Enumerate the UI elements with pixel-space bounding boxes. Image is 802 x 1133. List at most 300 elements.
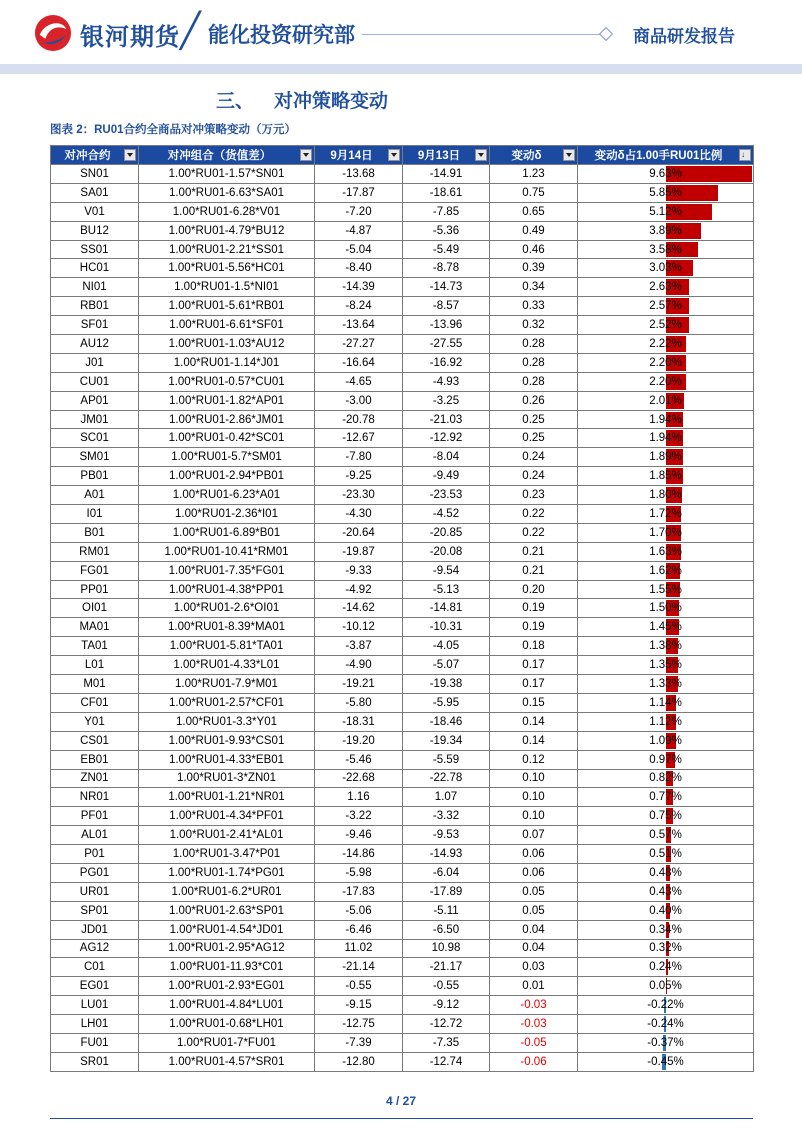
table-row bbox=[51, 372, 754, 391]
sep13-value-cell: -8.78 bbox=[403, 259, 490, 278]
sep13-value-cell: -20.08 bbox=[403, 542, 490, 561]
table-row bbox=[51, 259, 754, 278]
combo-cell: 1.00*RU01-0.57*CU01 bbox=[139, 372, 315, 391]
sep13-value-cell: -13.96 bbox=[403, 316, 490, 335]
delta-cell: 0.10 bbox=[490, 769, 578, 788]
ratio-value: 1.62% bbox=[649, 564, 682, 577]
table-row bbox=[51, 429, 754, 448]
sep13-value-cell: -20.85 bbox=[403, 523, 490, 542]
sep14-value-cell: -10.12 bbox=[315, 618, 403, 637]
sep14-value-cell: -9.33 bbox=[315, 561, 403, 580]
sep14-value-cell: -19.20 bbox=[315, 731, 403, 750]
combo-cell: 1.00*RU01-2.94*PB01 bbox=[139, 467, 315, 486]
delta-cell: 0.22 bbox=[490, 523, 578, 542]
ratio-value: 1.94% bbox=[649, 432, 682, 445]
combo-cell: 1.00*RU01-2.41*AL01 bbox=[139, 826, 315, 845]
sep14-value-cell: -20.64 bbox=[315, 523, 403, 542]
sep14-value-cell: 11.02 bbox=[315, 939, 403, 958]
contract-cell: SS01 bbox=[51, 240, 139, 259]
footer-rule bbox=[50, 1118, 753, 1119]
ratio-cell bbox=[578, 391, 754, 410]
ratio-cell bbox=[578, 580, 754, 599]
section-number: 三、 bbox=[216, 91, 255, 112]
ratio-value: 2.63% bbox=[649, 281, 682, 294]
ratio-cell bbox=[578, 731, 754, 750]
sep14-value-cell: -12.75 bbox=[315, 1015, 403, 1034]
sep13-value-cell: -3.32 bbox=[403, 807, 490, 826]
contract-cell: L01 bbox=[51, 656, 139, 675]
sep13-value-cell: -14.81 bbox=[403, 599, 490, 618]
combo-cell: 1.00*RU01-5.61*RB01 bbox=[139, 297, 315, 316]
header-divider: ╱ bbox=[180, 12, 201, 50]
column-header[interactable]: 9月14日 bbox=[315, 146, 403, 165]
ratio-cell bbox=[578, 807, 754, 826]
ratio-value: 5.85% bbox=[649, 186, 682, 199]
table-row bbox=[51, 391, 754, 410]
contract-cell: SA01 bbox=[51, 183, 139, 202]
contract-cell: SN01 bbox=[51, 165, 139, 184]
ratio-value: 0.24% bbox=[649, 961, 682, 974]
header-rule bbox=[362, 34, 600, 35]
sep13-value-cell: -9.12 bbox=[403, 996, 490, 1015]
delta-cell: 0.06 bbox=[490, 845, 578, 864]
delta-cell: 0.65 bbox=[490, 202, 578, 221]
sep13-value-cell: -7.85 bbox=[403, 202, 490, 221]
delta-cell: -0.03 bbox=[490, 996, 578, 1015]
sep14-value-cell: -20.78 bbox=[315, 410, 403, 429]
sep13-value-cell: -5.59 bbox=[403, 750, 490, 769]
ratio-value: 1.63% bbox=[649, 545, 682, 558]
combo-cell: 1.00*RU01-4.34*PF01 bbox=[139, 807, 315, 826]
ratio-cell bbox=[578, 240, 754, 259]
table-row bbox=[51, 202, 754, 221]
sep13-value-cell: -8.57 bbox=[403, 297, 490, 316]
contract-cell: JD01 bbox=[51, 920, 139, 939]
delta-cell: 0.03 bbox=[490, 958, 578, 977]
contract-cell: Y01 bbox=[51, 712, 139, 731]
ratio-cell bbox=[578, 750, 754, 769]
delta-cell: 0.10 bbox=[490, 807, 578, 826]
ratio-cell bbox=[578, 863, 754, 882]
sep13-value-cell: -14.73 bbox=[403, 278, 490, 297]
delta-cell: 0.34 bbox=[490, 278, 578, 297]
combo-cell: 1.00*RU01-6.23*A01 bbox=[139, 486, 315, 505]
table-row bbox=[51, 335, 754, 354]
sep14-value-cell: -21.14 bbox=[315, 958, 403, 977]
combo-cell: 1.00*RU01-2.95*AG12 bbox=[139, 939, 315, 958]
filter-dropdown-icon[interactable] bbox=[300, 149, 312, 161]
sep13-value-cell: -9.49 bbox=[403, 467, 490, 486]
table-row bbox=[51, 637, 754, 656]
ratio-cell bbox=[578, 788, 754, 807]
delta-cell: 0.21 bbox=[490, 542, 578, 561]
sep13-value-cell: -12.92 bbox=[403, 429, 490, 448]
section-title bbox=[216, 86, 388, 113]
page-header bbox=[0, 0, 802, 70]
ratio-value: 0.32% bbox=[649, 942, 682, 955]
combo-cell: 1.00*RU01-4.79*BU12 bbox=[139, 221, 315, 240]
combo-cell: 1.00*RU01-1.57*SN01 bbox=[139, 165, 315, 184]
ratio-cell bbox=[578, 656, 754, 675]
sep14-value-cell: -7.20 bbox=[315, 202, 403, 221]
delta-cell: 0.28 bbox=[490, 372, 578, 391]
sep14-value-cell: -16.64 bbox=[315, 353, 403, 372]
ratio-cell bbox=[578, 202, 754, 221]
table-row bbox=[51, 542, 754, 561]
ratio-value: 9.63% bbox=[649, 167, 682, 180]
combo-cell: 1.00*RU01-2.57*CF01 bbox=[139, 693, 315, 712]
table-row bbox=[51, 523, 754, 542]
sep14-value-cell: -12.80 bbox=[315, 1052, 403, 1071]
contract-cell: JM01 bbox=[51, 410, 139, 429]
ratio-value: 1.35% bbox=[649, 659, 682, 672]
ratio-value: 3.03% bbox=[649, 262, 682, 275]
table-row bbox=[51, 486, 754, 505]
delta-cell: 0.19 bbox=[490, 618, 578, 637]
column-header[interactable]: 变动δ占1.00手RU01比例 ↓ bbox=[578, 146, 754, 165]
ratio-cell bbox=[578, 410, 754, 429]
table-row bbox=[51, 901, 754, 920]
delta-cell: 0.49 bbox=[490, 221, 578, 240]
ratio-value: -0.45% bbox=[647, 1055, 684, 1068]
combo-cell: 1.00*RU01-5.56*HC01 bbox=[139, 259, 315, 278]
table-row bbox=[51, 863, 754, 882]
delta-cell: 0.05 bbox=[490, 901, 578, 920]
sep14-value-cell: -5.06 bbox=[315, 901, 403, 920]
combo-cell: 1.00*RU01-2.36*I01 bbox=[139, 505, 315, 524]
table-row bbox=[51, 958, 754, 977]
ratio-value: 1.45% bbox=[649, 621, 682, 634]
sep14-value-cell: -4.90 bbox=[315, 656, 403, 675]
table-header-row bbox=[51, 146, 754, 165]
sep13-value-cell: -0.55 bbox=[403, 977, 490, 996]
delta-cell: 0.10 bbox=[490, 788, 578, 807]
table-row bbox=[51, 977, 754, 996]
filter-dropdown-icon[interactable] bbox=[124, 149, 136, 161]
sep14-value-cell: -4.92 bbox=[315, 580, 403, 599]
combo-cell: 1.00*RU01-6.63*SA01 bbox=[139, 183, 315, 202]
delta-cell: 0.17 bbox=[490, 656, 578, 675]
sep14-value-cell: -13.64 bbox=[315, 316, 403, 335]
combo-cell: 1.00*RU01-6.89*B01 bbox=[139, 523, 315, 542]
sep14-value-cell: -6.46 bbox=[315, 920, 403, 939]
delta-cell: 0.17 bbox=[490, 675, 578, 694]
hedge-strategy-table bbox=[50, 145, 754, 1072]
sep14-value-cell: -4.87 bbox=[315, 221, 403, 240]
contract-cell: EG01 bbox=[51, 977, 139, 996]
combo-cell: 1.00*RU01-1.5*NI01 bbox=[139, 278, 315, 297]
sep13-value-cell: -27.55 bbox=[403, 335, 490, 354]
combo-cell: 1.00*RU01-9.93*CS01 bbox=[139, 731, 315, 750]
ratio-cell bbox=[578, 693, 754, 712]
ratio-cell bbox=[578, 372, 754, 391]
delta-cell: 0.23 bbox=[490, 486, 578, 505]
combo-cell: 1.00*RU01-7.9*M01 bbox=[139, 675, 315, 694]
galaxy-logo-icon bbox=[34, 14, 72, 52]
sep13-value-cell: -17.89 bbox=[403, 882, 490, 901]
sep13-value-cell: -18.46 bbox=[403, 712, 490, 731]
contract-cell: V01 bbox=[51, 202, 139, 221]
delta-cell: 0.01 bbox=[490, 977, 578, 996]
sep13-value-cell: -5.49 bbox=[403, 240, 490, 259]
sep14-value-cell: -8.24 bbox=[315, 297, 403, 316]
table-row bbox=[51, 353, 754, 372]
delta-cell: 0.24 bbox=[490, 448, 578, 467]
sep13-value-cell: -7.35 bbox=[403, 1033, 490, 1052]
department-name: 能化投资研究部 bbox=[208, 24, 355, 47]
contract-cell: FG01 bbox=[51, 561, 139, 580]
contract-cell: A01 bbox=[51, 486, 139, 505]
sep13-value-cell: -12.74 bbox=[403, 1052, 490, 1071]
table-row bbox=[51, 580, 754, 599]
table-row bbox=[51, 561, 754, 580]
contract-cell: B01 bbox=[51, 523, 139, 542]
header-band bbox=[0, 64, 802, 74]
ratio-cell bbox=[578, 618, 754, 637]
table-row bbox=[51, 1052, 754, 1071]
sep13-value-cell: -5.36 bbox=[403, 221, 490, 240]
ratio-cell bbox=[578, 448, 754, 467]
ratio-cell bbox=[578, 637, 754, 656]
ratio-cell bbox=[578, 523, 754, 542]
sep14-value-cell: -9.25 bbox=[315, 467, 403, 486]
brand-name: 银河期货 bbox=[80, 24, 180, 51]
ratio-value: 1.55% bbox=[649, 583, 682, 596]
delta-cell: 0.25 bbox=[490, 410, 578, 429]
sep14-value-cell: -5.80 bbox=[315, 693, 403, 712]
ratio-cell bbox=[578, 845, 754, 864]
sep13-value-cell: -8.04 bbox=[403, 448, 490, 467]
contract-cell: BU12 bbox=[51, 221, 139, 240]
table-row bbox=[51, 278, 754, 297]
ratio-cell bbox=[578, 712, 754, 731]
ratio-cell bbox=[578, 353, 754, 372]
delta-cell: -0.03 bbox=[490, 1015, 578, 1034]
ratio-value: 0.34% bbox=[649, 923, 682, 936]
delta-cell: 0.14 bbox=[490, 731, 578, 750]
delta-cell: 0.26 bbox=[490, 391, 578, 410]
ratio-cell bbox=[578, 278, 754, 297]
table-row bbox=[51, 618, 754, 637]
sep13-value-cell: -5.11 bbox=[403, 901, 490, 920]
delta-cell: 0.04 bbox=[490, 920, 578, 939]
ratio-value: 2.01% bbox=[649, 394, 682, 407]
contract-cell: NI01 bbox=[51, 278, 139, 297]
ratio-cell bbox=[578, 429, 754, 448]
sep13-value-cell: -14.91 bbox=[403, 165, 490, 184]
sep14-value-cell: -4.65 bbox=[315, 372, 403, 391]
column-header[interactable]: 对冲组合（货值差） bbox=[139, 146, 315, 165]
ratio-value: 0.43% bbox=[649, 885, 682, 898]
ratio-cell bbox=[578, 297, 754, 316]
ratio-value: 0.82% bbox=[649, 772, 682, 785]
filter-dropdown-icon[interactable] bbox=[388, 149, 400, 161]
table-row bbox=[51, 920, 754, 939]
sep13-value-cell: -10.31 bbox=[403, 618, 490, 637]
contract-cell: AL01 bbox=[51, 826, 139, 845]
combo-cell: 1.00*RU01-1.74*PG01 bbox=[139, 863, 315, 882]
contract-cell: C01 bbox=[51, 958, 139, 977]
sep13-value-cell: -3.25 bbox=[403, 391, 490, 410]
sep14-value-cell: -14.62 bbox=[315, 599, 403, 618]
contract-cell: OI01 bbox=[51, 599, 139, 618]
ratio-cell bbox=[578, 977, 754, 996]
delta-cell: 0.32 bbox=[490, 316, 578, 335]
ratio-value: 1.89% bbox=[649, 451, 682, 464]
sep13-value-cell: -5.07 bbox=[403, 656, 490, 675]
sep13-value-cell: -9.54 bbox=[403, 561, 490, 580]
contract-cell: SP01 bbox=[51, 901, 139, 920]
sep13-value-cell: -5.13 bbox=[403, 580, 490, 599]
contract-cell: AU12 bbox=[51, 335, 139, 354]
ratio-value: 1.33% bbox=[649, 677, 682, 690]
ratio-value: 1.72% bbox=[649, 507, 682, 520]
delta-cell: 0.46 bbox=[490, 240, 578, 259]
delta-cell: 0.06 bbox=[490, 863, 578, 882]
sep13-value-cell: -14.93 bbox=[403, 845, 490, 864]
figure-caption: 图表 2：RU01合约全商品对冲策略变动（万元） bbox=[50, 124, 296, 136]
table-row bbox=[51, 656, 754, 675]
sort-descending-icon[interactable] bbox=[739, 149, 751, 161]
delta-cell: 1.23 bbox=[490, 165, 578, 184]
delta-cell: 0.21 bbox=[490, 561, 578, 580]
ratio-value: 2.52% bbox=[649, 319, 682, 332]
combo-cell: 1.00*RU01-2.93*EG01 bbox=[139, 977, 315, 996]
combo-cell: 1.00*RU01-4.38*PP01 bbox=[139, 580, 315, 599]
contract-cell: RM01 bbox=[51, 542, 139, 561]
ratio-cell bbox=[578, 542, 754, 561]
delta-cell: 0.75 bbox=[490, 183, 578, 202]
filter-dropdown-icon[interactable] bbox=[563, 149, 575, 161]
combo-cell: 1.00*RU01-11.93*C01 bbox=[139, 958, 315, 977]
ratio-value: 0.97% bbox=[649, 753, 682, 766]
column-header[interactable]: 对冲合约 bbox=[51, 146, 139, 165]
contract-cell: AG12 bbox=[51, 939, 139, 958]
ratio-cell bbox=[578, 221, 754, 240]
sep14-value-cell: -19.21 bbox=[315, 675, 403, 694]
combo-cell: 1.00*RU01-4.33*EB01 bbox=[139, 750, 315, 769]
contract-cell: MA01 bbox=[51, 618, 139, 637]
table-row bbox=[51, 807, 754, 826]
ratio-cell bbox=[578, 1033, 754, 1052]
delta-cell: 0.25 bbox=[490, 429, 578, 448]
table-row bbox=[51, 240, 754, 259]
combo-cell: 1.00*RU01-3.3*Y01 bbox=[139, 712, 315, 731]
combo-cell: 1.00*RU01-3.47*P01 bbox=[139, 845, 315, 864]
sep14-value-cell: -4.30 bbox=[315, 505, 403, 524]
delta-cell: 0.22 bbox=[490, 505, 578, 524]
sep14-value-cell: -17.87 bbox=[315, 183, 403, 202]
ratio-cell bbox=[578, 939, 754, 958]
table-row bbox=[51, 316, 754, 335]
sep14-value-cell: -19.87 bbox=[315, 542, 403, 561]
delta-cell: 0.24 bbox=[490, 467, 578, 486]
ratio-cell bbox=[578, 486, 754, 505]
ratio-value: 1.50% bbox=[649, 602, 682, 615]
ratio-cell bbox=[578, 1052, 754, 1071]
contract-cell: RB01 bbox=[51, 297, 139, 316]
table-row bbox=[51, 939, 754, 958]
table-row bbox=[51, 165, 754, 184]
ratio-value: 0.51% bbox=[649, 848, 682, 860]
ratio-cell bbox=[578, 561, 754, 580]
sep14-value-cell: -12.67 bbox=[315, 429, 403, 448]
sep14-value-cell: -5.46 bbox=[315, 750, 403, 769]
combo-cell: 1.00*RU01-10.41*RM01 bbox=[139, 542, 315, 561]
table-row bbox=[51, 1033, 754, 1052]
contract-cell: SR01 bbox=[51, 1052, 139, 1071]
sep14-value-cell: -13.68 bbox=[315, 165, 403, 184]
ratio-value: 0.77% bbox=[649, 791, 682, 804]
sep14-value-cell: -22.68 bbox=[315, 769, 403, 788]
sep13-value-cell: 1.07 bbox=[403, 788, 490, 807]
ratio-value: 1.94% bbox=[649, 413, 682, 426]
delta-cell: 0.28 bbox=[490, 353, 578, 372]
ratio-value: 1.12% bbox=[649, 715, 682, 728]
sep13-value-cell: -16.92 bbox=[403, 353, 490, 372]
sep14-value-cell: -9.15 bbox=[315, 996, 403, 1015]
contract-cell: M01 bbox=[51, 675, 139, 694]
sep14-value-cell: -7.39 bbox=[315, 1033, 403, 1052]
combo-cell: 1.00*RU01-5.81*TA01 bbox=[139, 637, 315, 656]
combo-cell: 1.00*RU01-1.03*AU12 bbox=[139, 335, 315, 354]
column-header[interactable]: 变动δ bbox=[490, 146, 578, 165]
sep14-value-cell: -7.80 bbox=[315, 448, 403, 467]
ratio-cell bbox=[578, 259, 754, 278]
filter-dropdown-icon[interactable] bbox=[475, 149, 487, 161]
contract-cell: LH01 bbox=[51, 1015, 139, 1034]
sep13-value-cell: -4.05 bbox=[403, 637, 490, 656]
sep14-value-cell: -27.27 bbox=[315, 335, 403, 354]
sep13-value-cell: -19.38 bbox=[403, 675, 490, 694]
contract-cell: PF01 bbox=[51, 807, 139, 826]
ratio-cell bbox=[578, 183, 754, 202]
sep13-value-cell: -21.03 bbox=[403, 410, 490, 429]
combo-cell: 1.00*RU01-4.33*L01 bbox=[139, 656, 315, 675]
sep14-value-cell: -23.30 bbox=[315, 486, 403, 505]
combo-cell: 1.00*RU01-6.2*UR01 bbox=[139, 882, 315, 901]
combo-cell: 1.00*RU01-0.42*SC01 bbox=[139, 429, 315, 448]
combo-cell: 1.00*RU01-4.54*JD01 bbox=[139, 920, 315, 939]
contract-cell: J01 bbox=[51, 353, 139, 372]
combo-cell: 1.00*RU01-4.84*LU01 bbox=[139, 996, 315, 1015]
table-row bbox=[51, 750, 754, 769]
ratio-cell bbox=[578, 316, 754, 335]
column-header[interactable]: 9月13日 bbox=[403, 146, 490, 165]
combo-cell: 1.00*RU01-8.39*MA01 bbox=[139, 618, 315, 637]
ratio-value: 3.58% bbox=[649, 243, 682, 256]
delta-cell: 0.18 bbox=[490, 637, 578, 656]
delta-cell: -0.05 bbox=[490, 1033, 578, 1052]
table-row bbox=[51, 675, 754, 694]
ratio-value: -0.22% bbox=[647, 999, 684, 1012]
contract-cell: ZN01 bbox=[51, 769, 139, 788]
table-row bbox=[51, 505, 754, 524]
contract-cell: PP01 bbox=[51, 580, 139, 599]
sep13-value-cell: -4.93 bbox=[403, 372, 490, 391]
sep13-value-cell: -22.78 bbox=[403, 769, 490, 788]
table-row bbox=[51, 448, 754, 467]
ratio-value: 5.12% bbox=[649, 205, 682, 218]
sep13-value-cell: -23.53 bbox=[403, 486, 490, 505]
ratio-cell bbox=[578, 1015, 754, 1034]
ratio-cell bbox=[578, 467, 754, 486]
sep14-value-cell: -0.55 bbox=[315, 977, 403, 996]
ratio-cell bbox=[578, 165, 754, 184]
contract-cell: TA01 bbox=[51, 637, 139, 656]
table-row bbox=[51, 1015, 754, 1034]
ratio-value: 0.57% bbox=[649, 829, 682, 842]
